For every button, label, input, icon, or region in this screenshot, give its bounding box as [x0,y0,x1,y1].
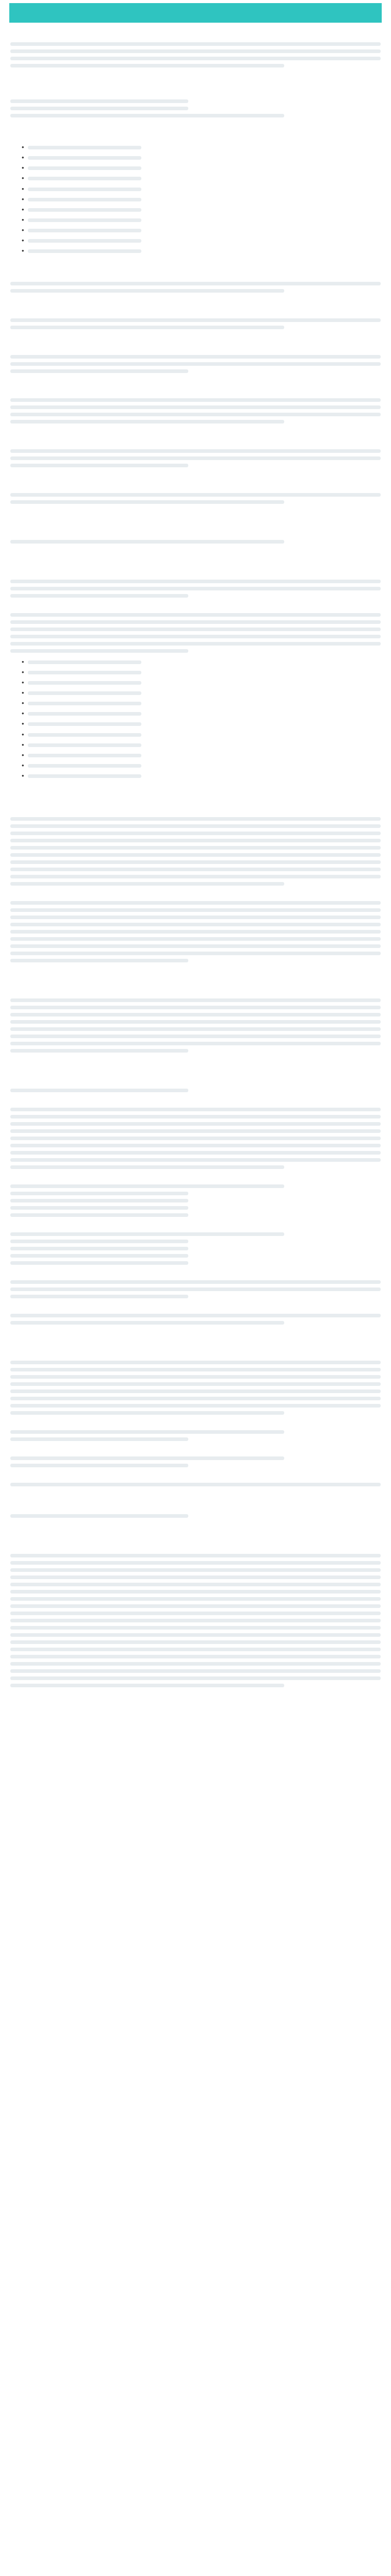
subsection-body [10,307,381,329]
section-heading [10,381,381,395]
section-heading [10,789,381,803]
formalities-paragraph [10,1302,381,1325]
section-heading [10,552,381,565]
paragraph [10,1077,381,1084]
formalities-paragraph [10,1173,381,1217]
list-item [22,667,381,677]
list-item [22,246,381,256]
section-heading [10,971,381,984]
formalities-paragraph [10,1503,381,1518]
paragraph [10,1419,381,1426]
paragraph [10,1221,381,1228]
formalities-paragraph [10,1096,381,1169]
formalities-paragraph [10,1419,381,1441]
list-item [22,205,381,215]
documents-paragraph [10,987,381,1053]
intro-paragraph [10,88,381,117]
paragraph [10,890,381,897]
terms-paragraph [10,806,381,886]
formalities-paragraph [10,1221,381,1265]
list-item [22,750,381,760]
list-item [22,163,381,173]
list-item [22,719,381,729]
subsection-title [10,471,381,480]
list-item [22,771,381,781]
transport-paragraph [10,1543,381,1687]
subsection-title [10,428,381,436]
section-heading [10,1526,381,1539]
list-item [22,708,381,719]
paragraph [10,987,381,994]
services-list [10,142,381,257]
paragraph [10,88,381,95]
paragraph [10,1503,381,1510]
paragraph [10,1543,381,1550]
paragraph [10,31,381,38]
paragraph [10,806,381,813]
paragraph [10,602,381,609]
list-item [22,235,381,246]
list-item [22,760,381,771]
activities-list [10,657,381,782]
formalities-paragraph [10,1445,381,1467]
list-item [22,677,381,688]
section-heading [10,265,381,278]
paragraph [10,1173,381,1180]
activities-paragraph [10,568,381,598]
paragraph [10,1302,381,1310]
list-item [22,142,381,152]
intro-section [10,31,381,117]
dining-section [10,381,381,504]
activities-paragraph [10,602,381,653]
list-item [22,730,381,740]
documents-section [10,971,381,1053]
paragraph [10,307,381,314]
subsection-title [10,297,381,305]
list-item [22,215,381,225]
list-item [22,225,381,235]
formalities-paragraph [10,1349,381,1415]
section-heading [10,126,381,139]
paragraph [10,1471,381,1479]
paragraph [10,1445,381,1452]
breakfast-paragraph [10,529,381,544]
subsection-title [10,333,381,342]
page [0,3,391,2576]
paragraph [10,529,381,536]
transport-section [10,1526,381,1687]
terms-section [10,789,381,962]
subsection-body [10,344,381,373]
paragraph [10,568,381,575]
list-item [22,698,381,708]
section-heading [10,512,381,526]
list-item [22,173,381,183]
list-item [22,657,381,667]
list-item [22,194,381,205]
formalities-paragraph [10,1269,381,1298]
list-item [22,184,381,194]
subsection-body [10,482,381,504]
paragraph [10,438,381,445]
terms-paragraph [10,890,381,962]
intro-paragraph [10,31,381,67]
section-heading [10,1061,381,1074]
paragraph [10,1269,381,1276]
services-section [10,126,381,257]
subsection-body [10,438,381,467]
paragraph [10,1096,381,1104]
list-item [22,740,381,750]
dining-intro [10,398,381,423]
paragraph [10,482,381,489]
list-item [22,152,381,163]
formalities-paragraph [10,1077,381,1092]
formalities-section [10,1061,381,1518]
formalities-paragraph [10,1471,381,1486]
rooms-section [10,265,381,373]
breakfast-section [10,512,381,544]
title-bar [9,3,382,23]
section-heading [10,72,381,85]
activities-section [10,552,381,782]
paragraph [10,1349,381,1357]
rooms-paragraph [10,282,381,293]
list-item [22,688,381,698]
paragraph [10,344,381,351]
